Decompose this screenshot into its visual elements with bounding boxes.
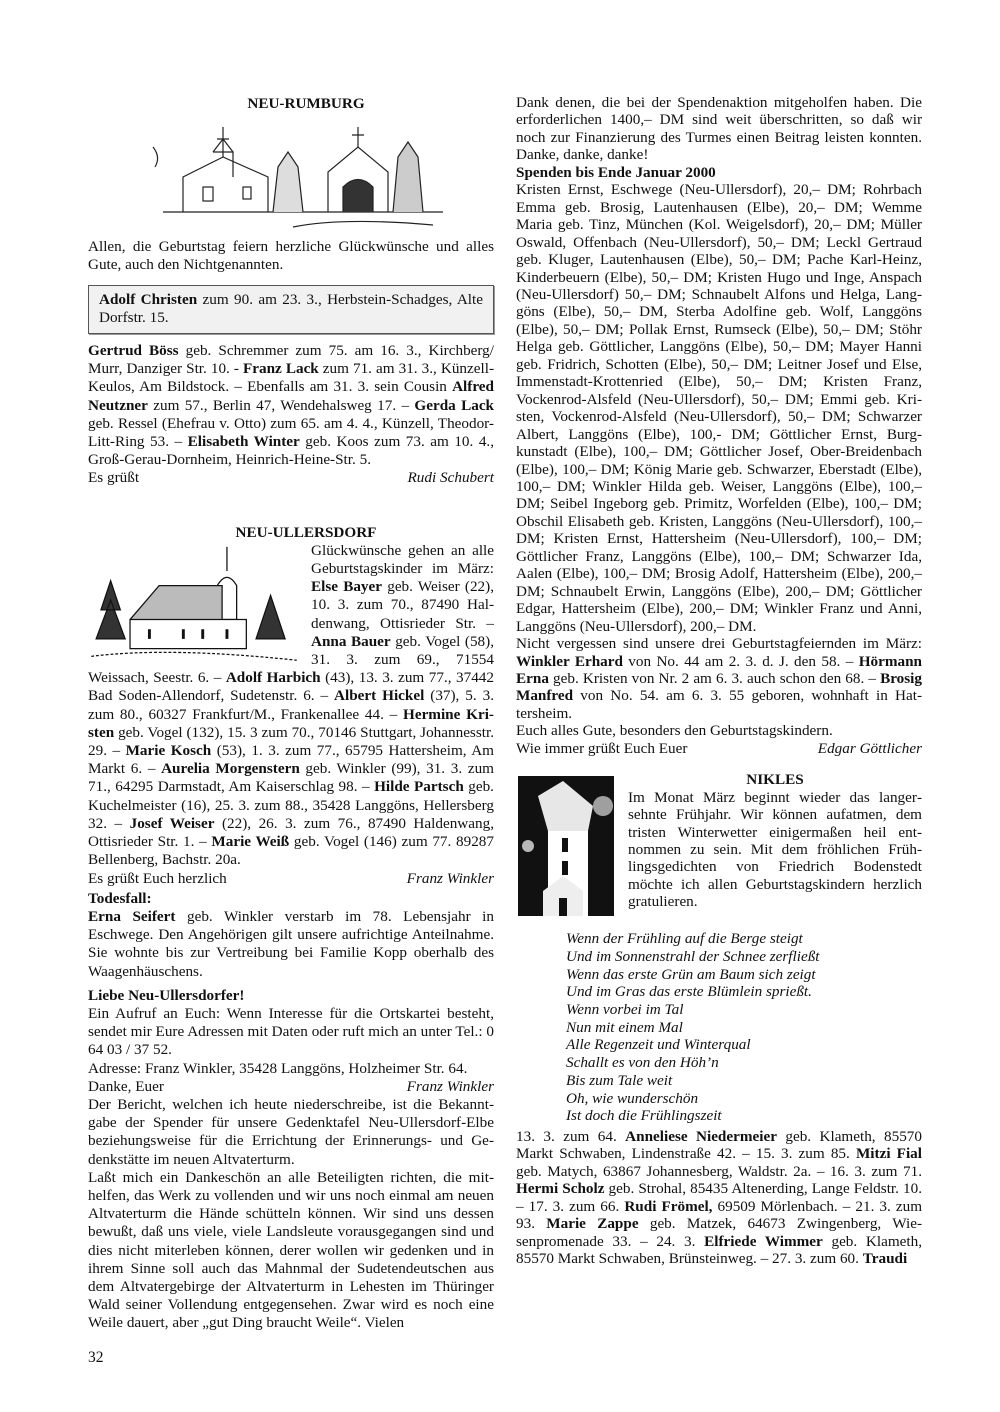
poem-line: Wenn das erste Grün am Baum sich zeigt — [566, 965, 816, 983]
appeal-text: Ein Aufruf an Euch: Wenn Interesse für die Ortskartei besteht, sendet mir Eure Adressen mit Daten oder ruft mich an unter Tel.: 0 64 03 / 37 52. — [88, 1004, 494, 1059]
nikles-birthday-list — [516, 1128, 922, 1268]
person-name: Marie Weiß — [211, 833, 290, 851]
entry-text: Nicht vergessen sind unsere drei Geburtstagfeiernden im März: — [516, 635, 922, 653]
entry-text: geb. Kuchelmeister (16), 25. 3. zum 88., 35428 Langgöns, Hellersberg 32. – — [88, 778, 494, 832]
donations-list: Kristen Ernst, Eschwege (Neu-Ullersdorf), 20,– DM; Rohrbach Emma geb. Brosig, Lautenhausen (Elbe), 20,– DM; Wemme Maria geb. Tinz, München (Kol. Weigelsdorf), 20,– DM; Müller Oswald, Offenbach (Neu-Ullersdorf), 50,– DM; Leckl Gertraud geb. Kluger, Lautenhausen (Elbe), 50,– DM; Pache Karl-Heinz, Kinderbeuern (Elbe), 50,– DM; Kristen Hugo und Inge, Anspach (Neu-Ullersdorf) 50,– DM; Schnaubelt Alfons und Helga, Langgöns (Elbe), 50,– DM, Sterba Adolfine geb. Wolf, Langgöns (Elbe), 50,– DM; Pollak Ernst, Rumseck (Elbe), 50,– DM; Stöhr Helga geb. Göttlicher, Langgöns (Elbe), 50,– DM; Mayer Hanni geb. Fridrich, Schotten (Elbe), 50,– DM; Leitner Josef und Else, Immenstadt-Krottenried (Elbe), 50,– DM; Kristen Franz, Vockenrod-Alsfeld (Neu-Ullersdorf), 50,– DM; Emmi geb. Kristen, Vockenrod-Alsfeld (Neu-Ullersdorf), 50,– DM; Schwarzer Albert, Langgöns (Elbe), 100,- DM; Göttlicher Ernst, Burgkunstadt (Elbe), 100,– DM; Göttlicher Josef, Ober-Breidenbach (Elbe), 100,– DM; König Marie geb. Schwarzer, Eberstadt (Elbe), 100,– DM; Winkler Hilda geb. Weiser, Langgöns (Elbe), 100,– DM; Seibel Ingeborg geb. Primitz, Worfelden (Elbe), 100,– DM; Obschil Elisabeth geb. Kristen, Langgöns (Neu-Ullersdorf), 100,– DM; Kristen Ernst, Hattersheim (Neu-Ullersdorf), 100,– DM; Göttlicher Franz, Langgöns (Elbe), 100,– DM; Schwarzer Ida, Aalen (Elbe), 100,– DM; Brosig Adolf, Hattersheim (Elbe), 200,– DM; Schnaubelt Erwin, Langgöns (Elbe), 200,– DM; Göttlicher Edgar, Hattersheim (Elbe), 200,– DM; Winkler Franz und Anni, Langgöns (Neu-Ullersdorf), 200,– DM. — [516, 181, 922, 635]
person-name: Gerda Lack — [414, 396, 495, 414]
person-name: Mitzi Fial — [855, 1145, 922, 1163]
entry-text: 69509 Mörlenbach. – 21. 3. zum 93. — [516, 1197, 923, 1233]
section-heading-nikles: NIKLES — [746, 771, 804, 789]
person-name: Alfred Neutzner — [88, 378, 494, 414]
author-name: Franz Winkler — [406, 869, 494, 887]
entry-text: (22), 26. 3. zum 76., 87490 Haldenwang, Ottisrieder Str. 1. – — [88, 814, 494, 851]
poem-line: Ist doch die Frühlingszeit — [566, 1107, 722, 1125]
entry-text: geb. Winkler (99), 31. 3. zum 71., 64295 Darmstadt, Am Kaiserschlag 98. – — [88, 760, 494, 796]
person-name: Rudi Frömel, — [624, 1197, 713, 1215]
person-name: Else Bayer — [311, 578, 383, 596]
author-name: Rudi Schubert — [407, 469, 494, 487]
person-name: Elfriede Wimmer — [704, 1232, 823, 1250]
person-name: Marie Kosch — [125, 742, 212, 760]
poem — [566, 930, 922, 1125]
address-text: Adresse: Franz Winkler, 35428 Langgöns, Holzheimer Str. 64. — [88, 1059, 468, 1077]
person-name: Gertrud Böss — [88, 342, 179, 360]
signature-line — [88, 870, 494, 888]
appeal-heading: Liebe Neu-Ullersdorfer! — [88, 986, 245, 1004]
poem-line: Bis zum Tale weit — [566, 1071, 673, 1089]
person-name: Adolf Harbich — [225, 669, 321, 687]
death-notice-text — [88, 908, 494, 981]
entry-text: geb. Winkler verstarb im 78. Lebensjahr in Eschwege. Den Angehörigen gilt unsere aufrichtige Anteilnahme. Sie wohnte bis zur Vertreibung bei Familie Kopp oberhalb des Waagenhäuschens. — [88, 907, 494, 980]
greeting: Es grüßt — [88, 469, 140, 487]
author-name: Franz Winkler — [406, 1077, 494, 1095]
person-name: Hörmann Erna — [516, 652, 922, 687]
report-paragraph-1: Der Bericht, welchen ich heute niederschreibe, ist die Bekanntgabe der Spender für unsere Gedenktafel Neu-Ullersdorf-Elbe beziehungsweise für die Errichtung der Erinnerungs- und Gedenkstätte im neuen Altvaterturm. — [88, 1095, 494, 1168]
nikles-church-photo — [518, 776, 614, 916]
entry-text: von No. 44 am 2. 3. d. J. den 58. – — [622, 652, 859, 670]
donations-heading: Spenden bis Ende Januar 2000 — [516, 163, 716, 181]
left-column — [88, 0, 494, 1387]
poem-line: Wenn der Frühling auf die Berge steigt — [566, 930, 803, 948]
highlight-box — [88, 285, 494, 334]
entry-text: geb. Klameth, 85570 Markt Schwaben, Brünsteinweg. – 27. 3. zum 60. — [516, 1232, 922, 1268]
right-column — [516, 0, 922, 1268]
person-name: Winkler Erhard — [516, 652, 623, 670]
person-name: Anneliese Niedermeier — [625, 1127, 777, 1145]
greeting: Danke, Euer — [88, 1077, 164, 1095]
thanks-paragraph: Dank denen, die bei der Spendenaktion mitgeholfen haben. Die erforderlichen 1400,– DM sind weit überschritten, so daß wir noch zur Finanzierung des Turmes einen Beitrag leisten konnten. Danke, danke, danke! — [516, 94, 922, 164]
author-name: Edgar Göttlicher — [817, 739, 922, 757]
entry-text: von No. 54. am 6. 3. 55 geboren, wohnhaft in Hattersheim. — [516, 687, 922, 722]
poem-line: Alle Regenzeit und Winterqual — [566, 1036, 751, 1054]
section-heading-neu-rumburg: NEU-RUMBURG — [247, 95, 365, 112]
signature-line — [516, 740, 922, 757]
wishes-text: Euch alles Gute, besonders den Geburtstagskindern. — [516, 722, 833, 740]
signature-line — [88, 1078, 494, 1096]
person-name: Elisabeth Winter — [187, 433, 300, 451]
section-heading-neu-ullersdorf: NEU-ULLERSDORF — [235, 523, 377, 541]
person-name: Josef Weiser — [129, 814, 215, 832]
entry-text: geb. Ressel (Ehefrau v. Otto) zum 65. am 4. 4., Künzell, Theodor-Litt-Ring 53. – — [88, 414, 494, 451]
person-name: Traudi — [862, 1250, 908, 1268]
person-name: Erna Seifert — [88, 907, 176, 925]
entry-text: zum 57., Berlin 47, Wendehalsweg 17. – — [147, 396, 415, 414]
signature-line — [88, 469, 494, 487]
rumburg-birthday-list — [88, 342, 494, 469]
person-name: Franz Lack — [243, 360, 319, 378]
highlight-birthday-entry — [99, 291, 483, 327]
neu-ullersdorf-church-illustration — [88, 542, 303, 668]
person-name: Hermi Scholz — [516, 1180, 605, 1198]
entry-text: geb. Schremmer zum 75. am 16. 3., Kirchberg/ Murr, Danziger Str. 10. - — [88, 342, 494, 378]
person-name: Hermine Kristen — [88, 705, 494, 741]
entry-text: geb. Vogel (146) zum 77. 89287 Bellenberg, Bachstr. 20a. — [88, 833, 494, 869]
poem-line: Wenn vorbei im Tal — [566, 1001, 684, 1019]
rumburg-intro-text: Allen, die Geburtstag feiern herzliche Glückwünsche und alles Gute, auch den Nichtgenannten. — [88, 238, 494, 274]
person-name: Brosig Manfred — [516, 669, 922, 705]
greeting: Es grüßt Euch herzlich — [88, 869, 227, 887]
person-name: Hilde Partsch — [374, 778, 464, 796]
entry-text: geb. Matych, 63867 Johannesberg, Waldstr. 2a. – 16. 3. zum 71. — [516, 1162, 922, 1180]
entry-text: (53), 1. 3. zum 77., 65795 Hattersheim, Am Markt 6. – — [88, 742, 494, 778]
page-number: 32 — [88, 1348, 104, 1366]
entry-text: Glückwünsche gehen an alle Geburtstagskinder im März: — [311, 541, 494, 578]
report-paragraph-2: Laßt mich ein Dankeschön an alle Beteiligten richten, die mithelfen, das Werk zu vollenden und wir uns noch einmal am neuen Altvaterturm die Hände schütteln können. Wir sind uns dessen bewußt, daß uns viele, viele Landsleute vorausgegangen sind und dies nicht miterleben können, derer wollen wir gedenken und in ihrem Sinne soll auch das Mahnmal der Sudetendeutschen aus dem Altvatergebirge der Altvaterturm in Lehesten im Thüringer Wald seiner Vollendung entgegensehen. Zwar wird es noch eine Weile dauert, aber „gut Ding braucht Weile“. Vielen — [88, 1168, 494, 1332]
person-name: Marie Zappe — [546, 1215, 639, 1233]
poem-line: Und im Sonnenstrahl der Schnee zerfließt — [566, 947, 820, 965]
entry-text: zum 71. am 31. 3., Künzell-Keulos, Am Bildstock. – Ebenfalls am 31. 3. sein Cousin — [88, 360, 495, 396]
entry-text: zum 90. am 23. 3., Herbstein-Schadges, Alte Dorfstr. 15. — [99, 290, 483, 326]
entry-text: geb. Weiser (22), 10. 3. zum 70., 87490 Haldenwang, Ottisrieder Str. – — [311, 578, 494, 632]
entry-text: (37), 5. 3. zum 80., 60327 Frankfurt/M., Frankenallee 44. – — [88, 687, 494, 723]
greeting: Wie immer grüßt Euch Euer — [516, 739, 688, 757]
person-name: Anna Bauer — [311, 632, 391, 650]
entry-text: geb. Vogel (132), 15. 3 zum 70., 70146 Stuttgart, Johannesstr. 29. – — [88, 723, 494, 760]
entry-text: geb. Vogel (58), 31. 3. zum 69., 71554 Weissach, Seestr. 6. – — [88, 632, 494, 687]
death-notice-heading: Todesfall: — [88, 889, 152, 907]
entry-text: (43), 13. 3. zum 77., 37442 Bad Soden-Allendorf, Sudetenstr. 6. – — [88, 669, 494, 705]
neu-rumburg-churches-illustration — [143, 117, 494, 232]
person-name: Adolf Christen — [99, 290, 198, 308]
entry-text: geb. Klameth, 85570 Markt Schwaben, Lindenstraße 42. – 15. 3. zum 85. — [516, 1127, 922, 1163]
entry-text: 13. 3. zum 64. — [516, 1127, 626, 1145]
person-name: Aurelia Morgenstern — [161, 760, 300, 778]
poem-line: Nun mit einem Mal — [566, 1018, 683, 1036]
poem-line: Oh, wie wunderschön — [566, 1089, 699, 1107]
entry-text: geb. Strohal, 85435 Altenerding, Lange Feldstr. 10. – 17. 3. zum 66. — [516, 1180, 922, 1215]
entry-text: geb. Matzek, 64673 Zwingenberg, Wiesenpromenade 33. – 24. 3. — [516, 1215, 922, 1250]
entry-text: geb. Koos zum 73. am 10. 4., Groß-Gerau-Dornheim, Heinrich-Heine-Str. 5. — [88, 433, 495, 469]
entry-text: geb. Kristen von Nr. 2 am 6. 3. auch schon den 68. – — [548, 669, 881, 687]
person-name: Albert Hickel — [334, 687, 425, 705]
poem-line: Schallt es von den Höh’n — [566, 1054, 719, 1072]
birthday-paragraph — [516, 635, 922, 722]
nikles-intro: Im Monat März beginnt wieder das langersehnte Frühjahr. Wir können aufatmen, dem tristen Winterwetter einigermaßen heil entnommen zu sein. Mit dem fröhlichen Frühlingsgedichten von Friedrich Bodenstedt möchte ich allen Geburtstagskindern herzlich gratulieren. — [628, 788, 922, 911]
poem-line: Und im Gras das erste Blümlein sprießt. — [566, 983, 812, 1001]
